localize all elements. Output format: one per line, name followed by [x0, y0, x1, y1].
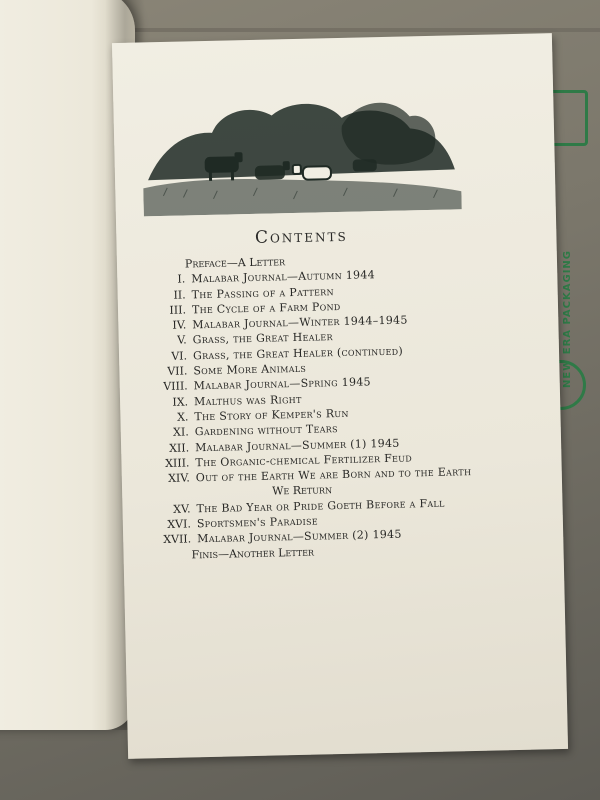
toc-number: VII.: [167, 364, 188, 378]
toc-preface: Preface—A Letter: [184, 255, 286, 271]
toc-title: Malabar Journal—Summer (2) 1945: [197, 527, 402, 546]
table-of-contents: [127, 248, 544, 563]
toc-number: IX.: [172, 395, 189, 409]
toc-number: XI.: [172, 425, 189, 440]
toc-title: The Passing of a Pattern: [191, 284, 334, 301]
toc-title: The Cycle of a Farm Pond: [191, 299, 341, 317]
toc-number: X.: [176, 410, 189, 424]
box-brand-text: NEW ERA PACKAGING: [562, 250, 573, 388]
toc-title: Sportsmen's Paradise: [196, 514, 319, 531]
toc-number: VIII.: [163, 379, 188, 394]
toc-title: Malabar Journal—Winter 1944–1945: [192, 313, 408, 332]
toc-title-continuation: We Return: [272, 483, 333, 499]
toc-title: Malabar Journal—Summer (1) 1945: [194, 436, 400, 454]
toc-title: Out of the Earth We are Born and to the Earth: [195, 465, 472, 485]
toc-title: Grass, the Great Healer: [192, 330, 333, 347]
toc-number: I.: [177, 272, 186, 286]
toc-number: V.: [177, 333, 187, 348]
toc-finis: Finis—Another Letter: [191, 545, 315, 562]
cardboard-fold: [100, 28, 600, 32]
toc-title: Malabar Journal—Autumn 1944: [191, 268, 376, 286]
contents-heading: Contents: [254, 225, 349, 248]
toc-number: XVII.: [163, 532, 192, 547]
toc-number: VI.: [171, 349, 188, 363]
toc-title: Some More Animals: [193, 361, 307, 378]
toc-title: The Organic-chemical Fertilizer Feud: [195, 451, 413, 470]
toc-number: IV.: [172, 318, 187, 332]
toc-number: XII.: [168, 441, 190, 455]
toc-title: The Story of Kemper's Run: [194, 406, 349, 424]
toc-number: XIII.: [164, 456, 190, 470]
toc-number: XV.: [173, 502, 191, 516]
toc-title: Grass, the Great Healer (continued): [192, 344, 404, 363]
toc-title: Gardening without Tears: [194, 422, 338, 439]
toc-title: Malabar Journal—Spring 1945: [193, 375, 372, 393]
toc-number: III.: [169, 303, 187, 317]
toc-number: XVI.: [167, 517, 192, 531]
toc-number: II.: [173, 288, 186, 302]
toc-title: Malthus was Right: [193, 392, 302, 408]
meadow-engraving-illustration: [141, 85, 462, 216]
book-page: [112, 33, 568, 759]
toc-number: XIV.: [167, 471, 190, 486]
toc-title: The Bad Year or Pride Goeth Before a Fall: [196, 496, 445, 516]
